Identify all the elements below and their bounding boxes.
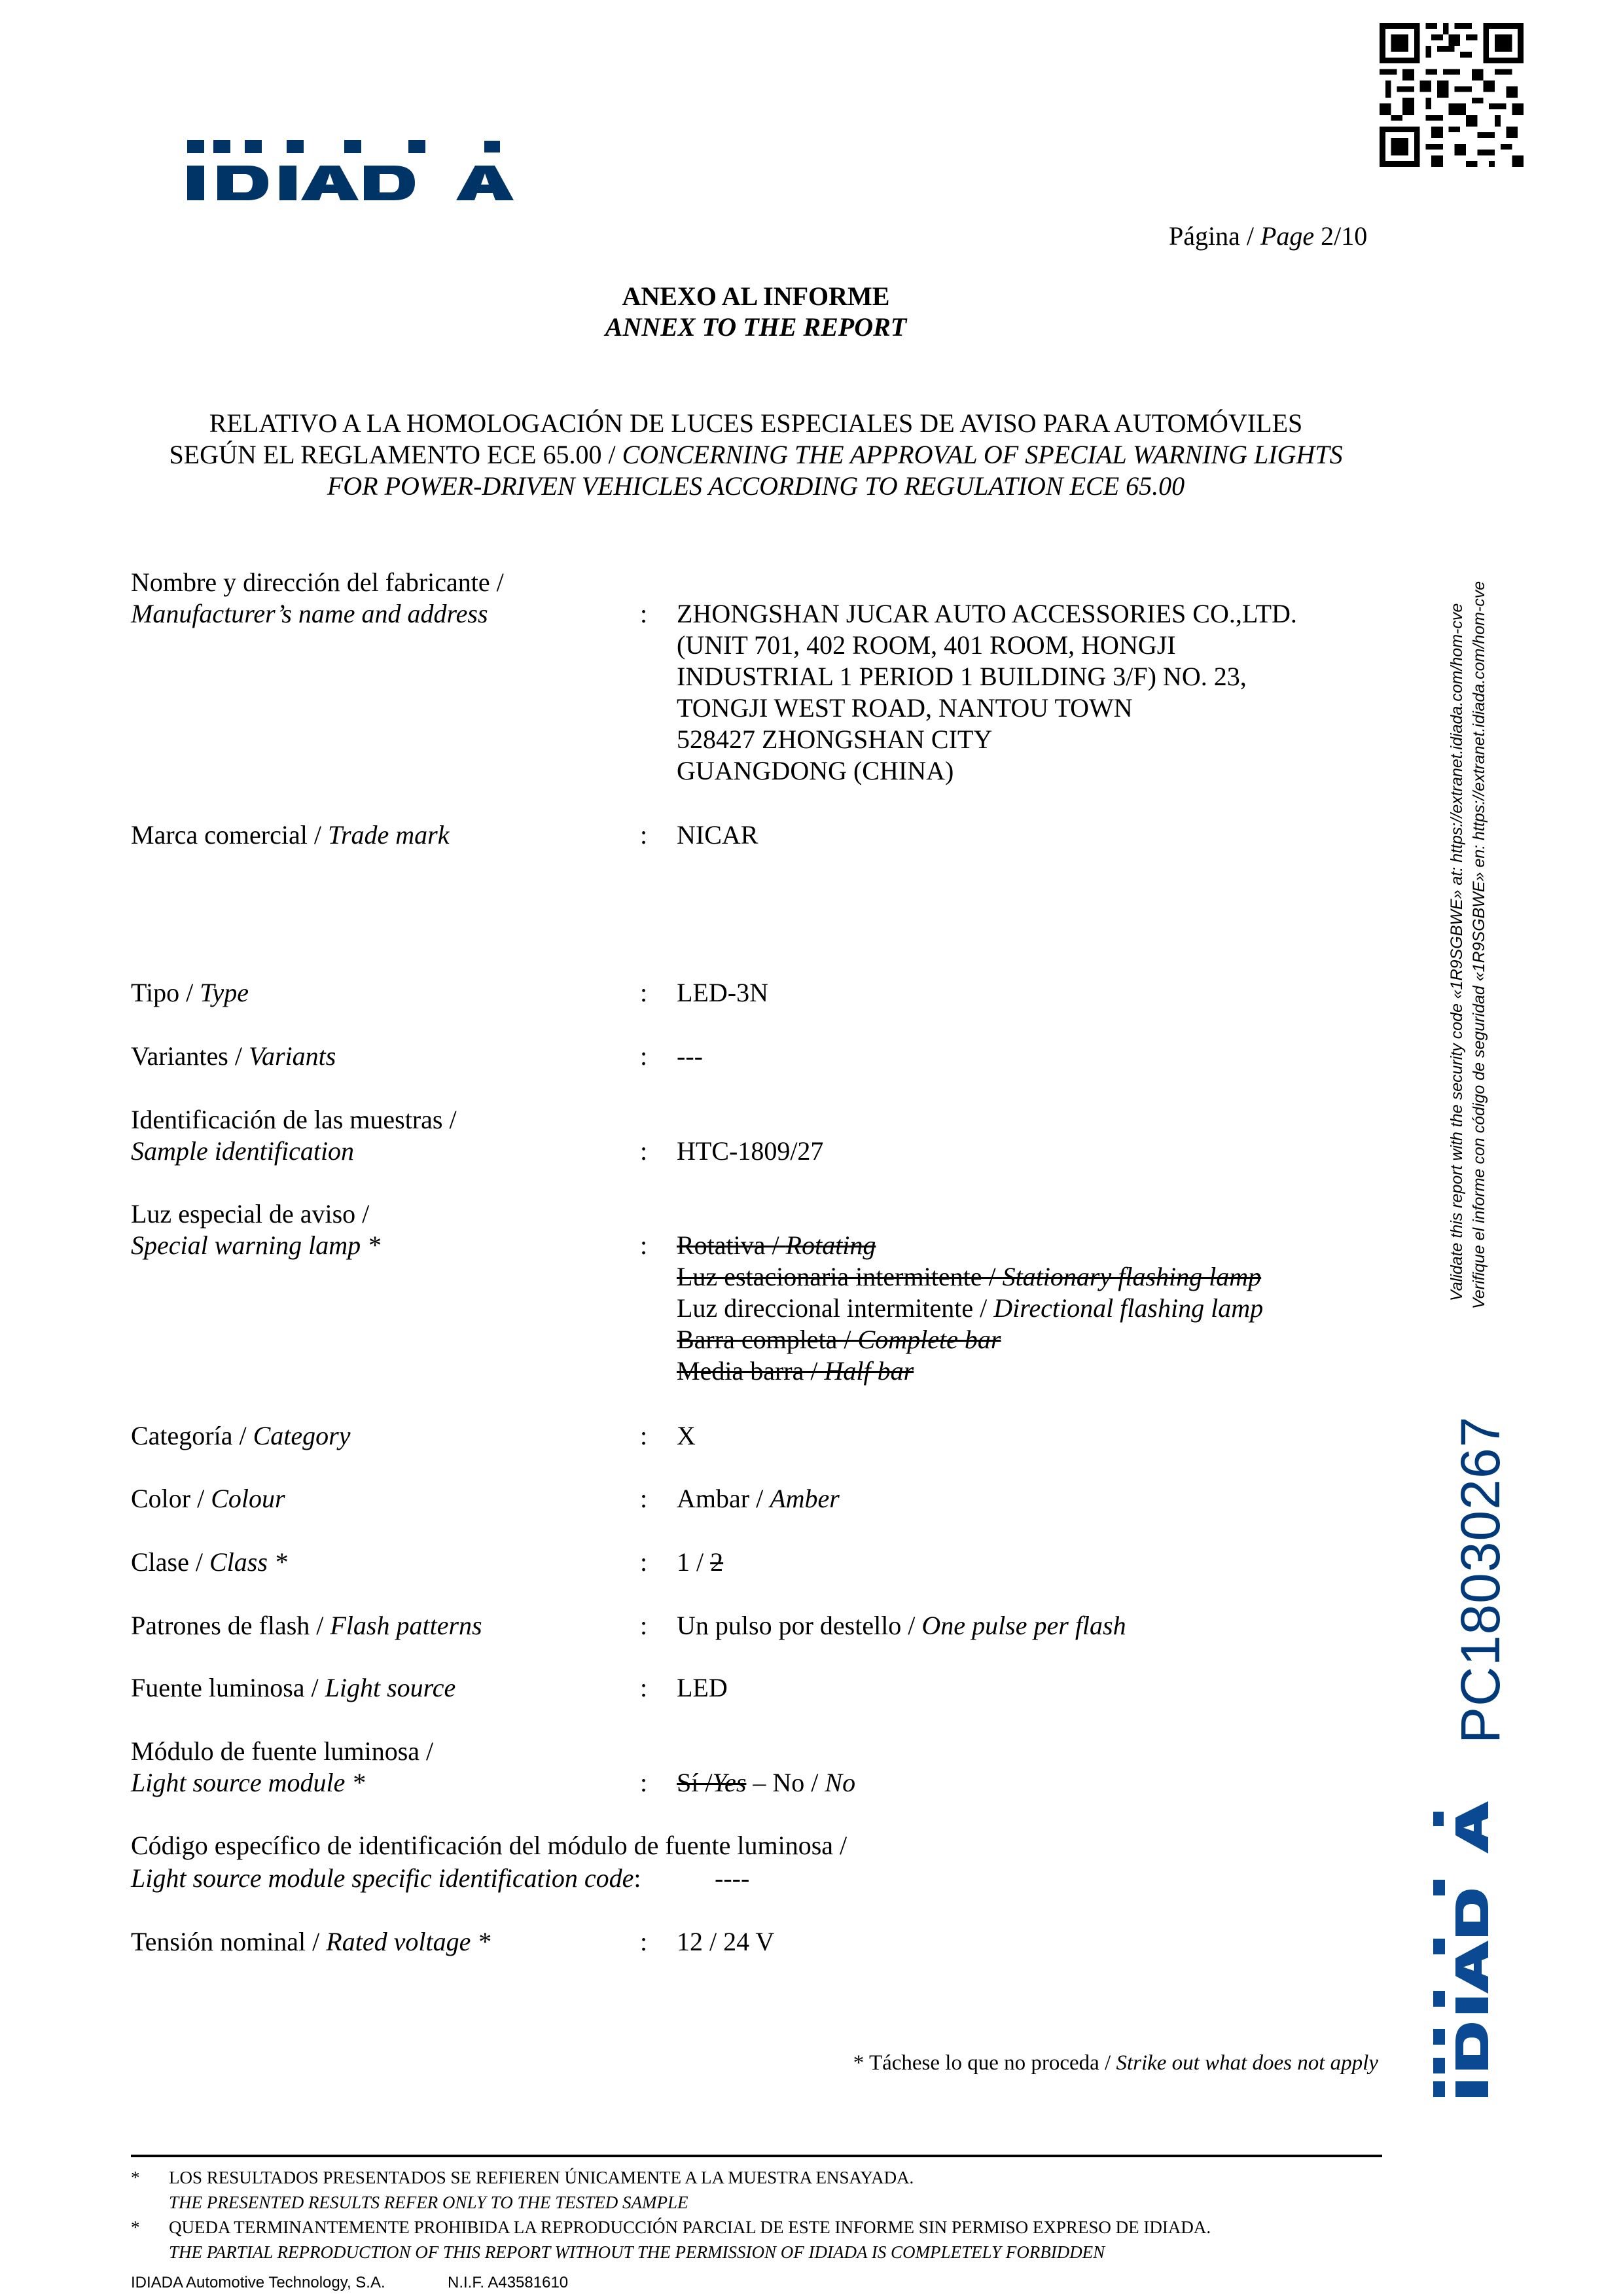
flash-patterns-label-es: Patrones de flash / xyxy=(131,1611,324,1640)
footer-notice-1-es: LOS RESULTADOS PRESENTADOS SE REFIEREN ÚNICAMENTE A LA MUESTRA ENSAYADA. xyxy=(169,2168,914,2187)
strike-out-note-es: * Táchese lo que no proceda / xyxy=(853,2051,1111,2075)
manufacturer-label-en: Manufacturer’s name and address xyxy=(131,599,488,628)
page-label-en: Page xyxy=(1260,221,1315,251)
option-es: Luz direccional intermitente / xyxy=(677,1293,988,1323)
colour-value xyxy=(677,1483,840,1515)
qr-code xyxy=(1380,22,1524,168)
separator: : xyxy=(640,599,648,628)
separator: : xyxy=(640,978,648,1007)
manufacturer-label-es: Nombre y dirección del fabricante / xyxy=(131,567,504,597)
light-source-label xyxy=(131,1672,455,1704)
colour-value-es: Ambar / xyxy=(677,1484,764,1513)
flash-patterns-label-en: Flash patterns xyxy=(330,1611,482,1640)
idiada-logo xyxy=(187,140,520,200)
annex-title-en: ANNEX TO THE REPORT xyxy=(605,312,907,342)
variants-label xyxy=(131,1041,336,1072)
module-no-en: No xyxy=(825,1768,856,1797)
separator: : xyxy=(640,1768,648,1797)
category-label-es: Categoría / xyxy=(131,1421,247,1450)
subject-line-2-en: CONCERNING THE APPROVAL OF SPECIAL WARNING LIGHTS xyxy=(622,440,1343,469)
separator: : xyxy=(640,1927,648,1956)
trade-mark-label-es: Marca comercial / xyxy=(131,820,321,850)
trade-mark-label xyxy=(131,819,450,851)
annex-title-es: ANEXO AL INFORME xyxy=(622,281,890,311)
warning-lamp-option-rotating xyxy=(677,1230,876,1261)
manufacturer-line: ZHONGSHAN JUCAR AUTO ACCESSORIES CO.,LTD. xyxy=(677,599,1297,628)
option-es: Barra completa / xyxy=(677,1325,851,1354)
type-label xyxy=(131,977,249,1009)
idiada-logo-icon xyxy=(187,140,520,200)
colour-value-en: Amber xyxy=(770,1484,840,1513)
warning-lamp-label-en: Special warning lamp * xyxy=(131,1230,381,1260)
manufacturer-line: 528427 ZHONGSHAN CITY xyxy=(677,725,993,754)
class-label xyxy=(131,1547,287,1578)
option-es: Luz estacionaria intermitente / xyxy=(677,1262,996,1291)
footer-bullet: * xyxy=(131,2217,140,2237)
page-indicator xyxy=(1169,221,1367,252)
light-source-value: LED xyxy=(677,1673,728,1702)
separator: : xyxy=(640,1421,648,1450)
warning-lamp-option-stationary xyxy=(677,1261,1261,1293)
separator: : xyxy=(640,1041,648,1071)
option-en: Complete bar xyxy=(857,1325,1001,1354)
subject-line-2 xyxy=(0,439,1512,471)
class-value-kept: 1 / xyxy=(677,1547,704,1577)
page-number: 2/10 xyxy=(1321,221,1368,251)
footer-bullet: * xyxy=(131,2168,140,2187)
warning-lamp-label-es: Luz especial de aviso / xyxy=(131,1199,370,1229)
sample-label-es: Identificación de las muestras / xyxy=(131,1105,457,1134)
module-code-label-en-row xyxy=(131,1863,641,1894)
light-source-label-es: Fuente luminosa / xyxy=(131,1673,319,1702)
subject-line-1: RELATIVO A LA HOMOLOGACIÓN DE LUCES ESPECIALES DE AVISO PARA AUTOMÓVILES xyxy=(209,408,1303,438)
option-en: Directional flashing lamp xyxy=(993,1293,1264,1323)
variants-label-en: Variants xyxy=(248,1041,336,1071)
variants-value: --- xyxy=(677,1041,703,1071)
sample-value: HTC-1809/27 xyxy=(677,1136,824,1166)
rated-voltage-value: 12 / 24 V xyxy=(677,1927,775,1956)
colour-label-es: Color / xyxy=(131,1484,205,1513)
class-label-es: Clase / xyxy=(131,1547,203,1577)
type-value: LED-3N xyxy=(677,978,768,1007)
report-number: PC18030267 xyxy=(1450,1416,1511,1744)
separator: : xyxy=(640,1484,648,1513)
footer-notice-1-en: THE PRESENTED RESULTS REFER ONLY TO THE TESTED SAMPLE xyxy=(169,2193,688,2212)
manufacturer-line: INDUSTRIAL 1 PERIOD 1 BUILDING 3/F) NO. 23, xyxy=(677,662,1247,691)
sample-label-en: Sample identification xyxy=(131,1136,355,1166)
module-no-es: No / xyxy=(772,1768,819,1797)
type-label-es: Tipo / xyxy=(131,978,194,1007)
module-code-label-es: Código específico de identificación del módulo de fuente luminosa / xyxy=(131,1831,847,1860)
footer-divider xyxy=(131,2155,1382,2157)
light-source-label-en: Light source xyxy=(325,1673,456,1702)
company-name: IDIADA Automotive Technology, S.A. xyxy=(131,2274,385,2291)
class-value-struck: 2 xyxy=(710,1547,724,1577)
category-value: X xyxy=(677,1421,696,1450)
separator: : xyxy=(640,1547,648,1577)
class-value xyxy=(677,1547,723,1578)
flash-patterns-value-es: Un pulso por destello / xyxy=(677,1611,916,1640)
page-label-es: Página / xyxy=(1169,221,1254,251)
category-label xyxy=(131,1420,350,1452)
colour-label-en: Colour xyxy=(211,1484,285,1513)
warning-lamp-option-directional xyxy=(677,1293,1263,1324)
colour-label xyxy=(131,1483,285,1515)
footer-notice-2-en: THE PARTIAL REPRODUCTION OF THIS REPORT WITHOUT THE PERMISSION OF IDIADA IS COMPLETELY FORBIDDEN xyxy=(169,2242,1105,2262)
variants-label-es: Variantes / xyxy=(131,1041,242,1071)
footer-notice-2-es: QUEDA TERMINANTEMENTE PROHIBIDA LA REPRODUCCIÓN PARCIAL DE ESTE INFORME SIN PERMISO EXPRESO DE IDIADA. xyxy=(169,2217,1211,2237)
class-label-en: Class * xyxy=(209,1547,287,1577)
module-code-value: ---- xyxy=(715,1863,750,1893)
category-label-en: Category xyxy=(253,1421,351,1450)
option-en: Half bar xyxy=(824,1356,914,1386)
idiada-side-logo-icon xyxy=(1433,1801,1488,2097)
rated-voltage-label-es: Tensión nominal / xyxy=(131,1927,320,1956)
option-en: Stationary flashing lamp xyxy=(1002,1262,1262,1291)
manufacturer-line: (UNIT 701, 402 ROOM, 401 ROOM, HONGJI xyxy=(677,630,1176,660)
warning-lamp-option-half-bar xyxy=(677,1355,914,1387)
rated-voltage-label xyxy=(131,1926,490,1958)
light-source-module-label-es: Módulo de fuente luminosa / xyxy=(131,1736,434,1766)
validation-text-en: Validate this report with the security code «1R9SGBWE» at: https://extranet.idiada.com/hom-cve xyxy=(1448,603,1466,1301)
strike-out-note-en: Strike out what does not apply xyxy=(1116,2051,1378,2075)
flash-patterns-value xyxy=(677,1610,1126,1641)
company-nif: N.I.F. A43581610 xyxy=(448,2274,569,2291)
option-en: Rotating xyxy=(785,1230,876,1260)
subject-line-2-es: SEGÚN EL REGLAMENTO ECE 65.00 / xyxy=(169,440,616,469)
light-source-module-value xyxy=(677,1767,855,1799)
separator: : xyxy=(640,1611,648,1640)
warning-lamp-option-complete-bar xyxy=(677,1324,1001,1355)
validation-text-es: Verifique el informe con código de seguridad «1R9SGBWE» en: https://extranet.idiada.com/hom-cve xyxy=(1470,581,1488,1309)
module-yes-es: Sí / xyxy=(677,1768,713,1797)
separator: : xyxy=(640,1136,648,1166)
separator: : xyxy=(633,1863,641,1893)
idiada-side-logo xyxy=(1433,1801,1488,2097)
flash-patterns-value-en: One pulse per flash xyxy=(921,1611,1126,1640)
trade-mark-label-en: Trade mark xyxy=(327,820,450,850)
flash-patterns-label xyxy=(131,1610,482,1641)
separator: : xyxy=(640,1230,648,1260)
separator: : xyxy=(640,820,648,850)
subject-line-3: FOR POWER-DRIVEN VEHICLES ACCORDING TO REGULATION ECE 65.00 xyxy=(327,471,1185,501)
trade-mark-value: NICAR xyxy=(677,820,758,850)
qr-code-icon xyxy=(1380,22,1524,168)
rated-voltage-label-en: Rated voltage * xyxy=(326,1927,491,1956)
module-yes-en: Yes xyxy=(712,1768,747,1797)
manufacturer-line: TONGJI WEST ROAD, NANTOU TOWN xyxy=(677,693,1133,723)
module-code-label-en: Light source module specific identification code xyxy=(131,1863,634,1893)
option-es: Rotativa / xyxy=(677,1230,779,1260)
manufacturer-line: GUANGDONG (CHINA) xyxy=(677,756,954,785)
separator: : xyxy=(640,1673,648,1702)
module-dash: – xyxy=(746,1768,773,1797)
option-es: Media barra / xyxy=(677,1356,818,1386)
light-source-module-label-en: Light source module * xyxy=(131,1768,365,1797)
type-label-en: Type xyxy=(200,978,249,1007)
strike-out-note xyxy=(853,2050,1378,2076)
